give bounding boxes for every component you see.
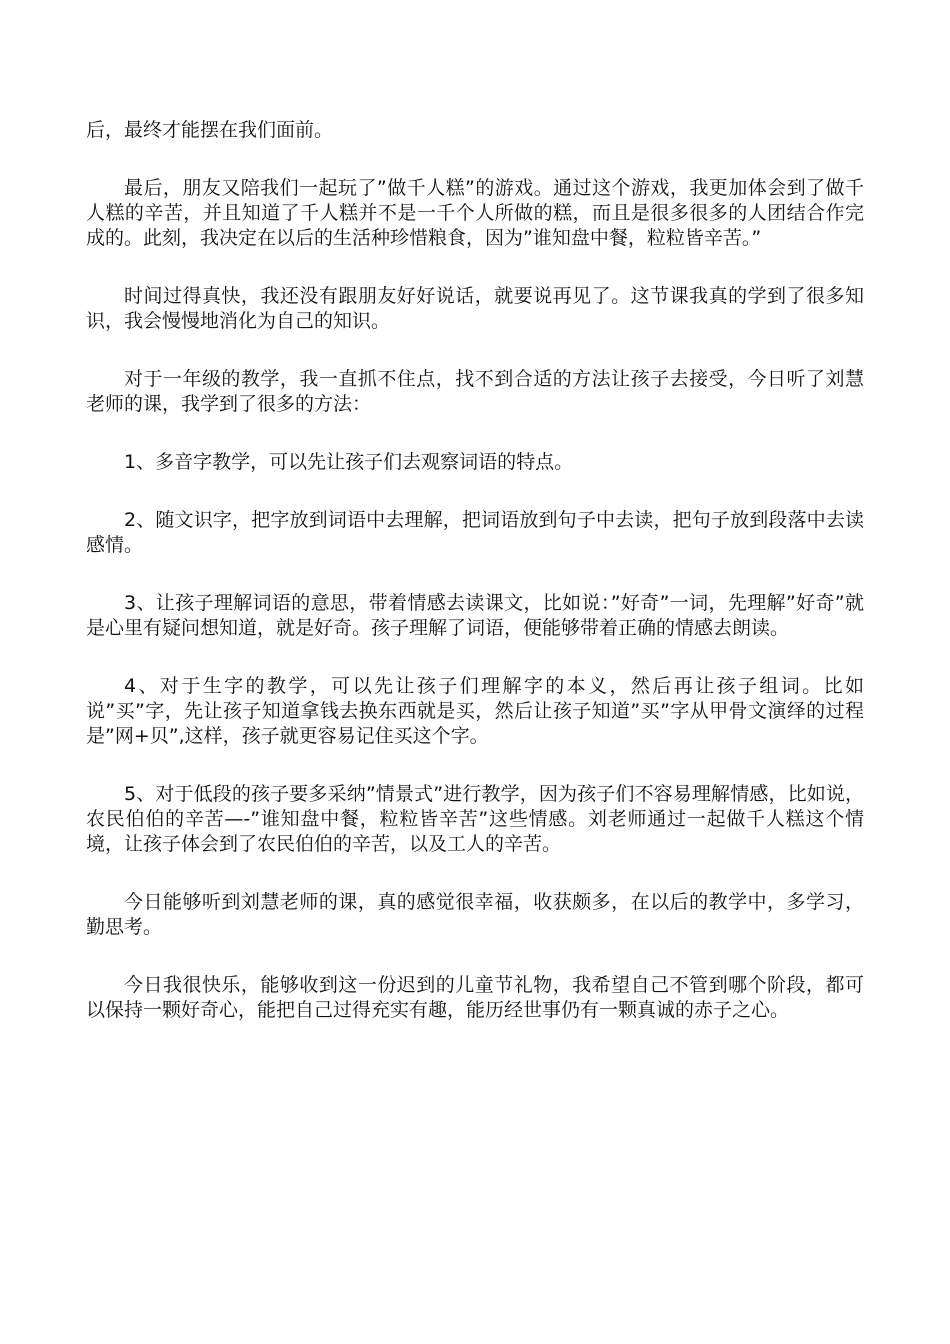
paragraph-time: 时间过得真快，我还没有跟朋友好好说话，就要说再见了。这节课我真的学到了很多知识，我会慢慢地消化为自己的知识。 [86, 285, 864, 332]
paragraph-method-4: 4、对于生字的教学，可以先让孩子们理解字的本义，然后再让孩子组词。比如说”买”字，先让孩子知道拿钱去换东西就是买，然后让孩子知道”买”字从甲骨文演绎的过程是”网+贝”,这样，孩子就更容易记住买这个字。 [86, 675, 864, 747]
paragraph-reflection: 今日能够听到刘慧老师的课，真的感觉很幸福，收获颇多，在以后的教学中，多学习，勤思考。 [86, 891, 864, 938]
paragraph-method-5: 5、对于低段的孩子要多采纳”情景式”进行教学，因为孩子们不容易理解情感，比如说，农民伯伯的辛苦—-”谁知盘中餐，粒粒皆辛苦”这些情感。刘老师通过一起做千人糕这个情境，让孩子体会到了农民伯伯的辛苦，以及工人的辛苦。 [86, 783, 864, 855]
paragraph-game: 最后，朋友又陪我们一起玩了”做千人糕”的游戏。通过这个游戏，我更加体会到了做千人糕的辛苦，并且知道了千人糕并不是一千个人所做的糕，而且是很多很多的人团结合作完成的。此刻，我决定在以后的生活种珍惜粮食，因为”谁知盘中餐，粒粒皆辛苦。” [86, 177, 864, 249]
paragraph-method-1: 1、多音字教学，可以先让孩子们去观察词语的特点。 [124, 451, 574, 473]
document-page [86, 118, 864, 1056]
paragraph-teaching-intro: 对于一年级的教学，我一直抓不住点，找不到合适的方法让孩子去接受，今日听了刘慧老师的课，我学到了很多的方法： [86, 368, 864, 415]
paragraph-continuation: 后，最终才能摆在我们面前。 [86, 119, 334, 141]
paragraph-method-2: 2、随文识字，把字放到词语中去理解，把词语放到句子中去读，把句子放到段落中去读感情。 [86, 509, 864, 556]
paragraph-method-3: 3、让孩子理解词语的意思，带着情感去读课文，比如说：”好奇”一词，先理解”好奇”就是心里有疑问想知道，就是好奇。孩子理解了词语，便能够带着正确的情感去朗读。 [86, 592, 864, 639]
paragraph-conclusion: 今日我很快乐，能够收到这一份迟到的儿童节礼物，我希望自己不管到哪个阶段，都可以保持一颗好奇心，能把自己过得充实有趣，能历经世事仍有一颗真诚的赤子之心。 [86, 974, 864, 1021]
